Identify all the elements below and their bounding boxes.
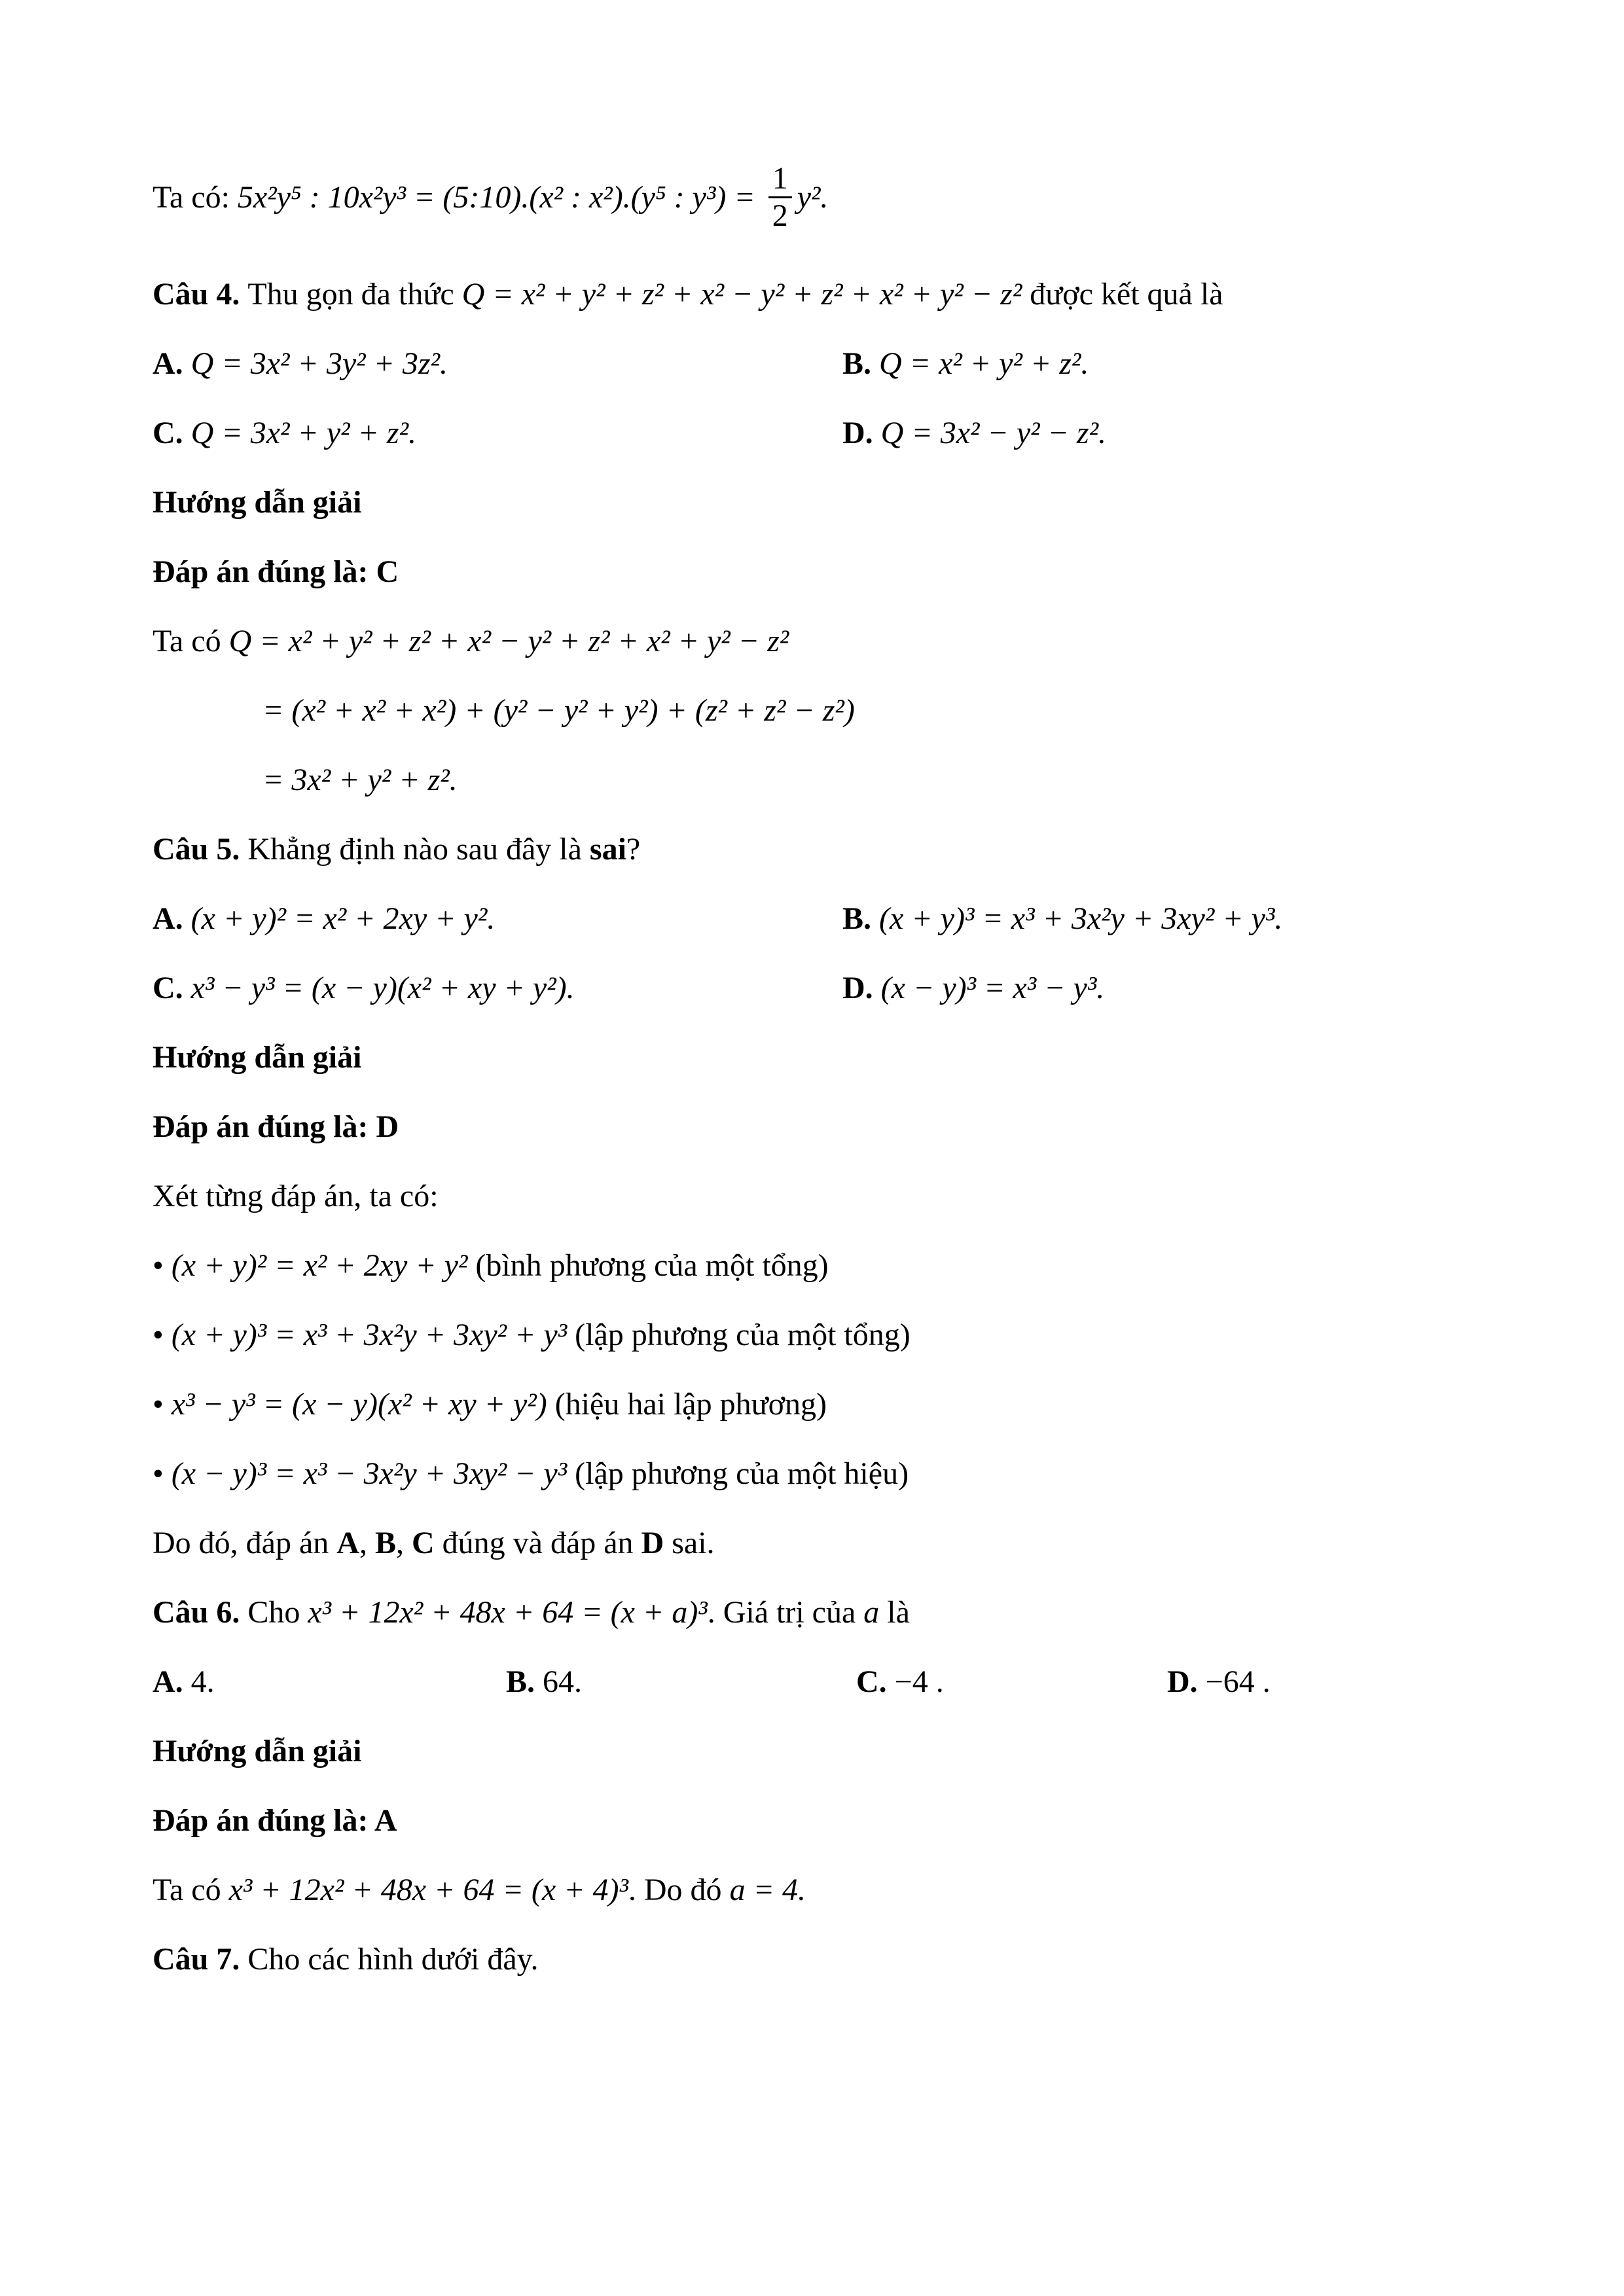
q4-option-c bbox=[153, 414, 842, 453]
q4-option-d bbox=[842, 414, 1473, 453]
bold-text: A. bbox=[153, 901, 191, 936]
bold-text: D. bbox=[842, 415, 881, 450]
q7-question bbox=[153, 1940, 1473, 1979]
q4-question bbox=[153, 275, 1473, 314]
q5-option-c bbox=[153, 969, 842, 1008]
math-text: Q = x² + y² + z². bbox=[879, 346, 1089, 381]
bold-text: D bbox=[641, 1525, 664, 1560]
q6-option-c bbox=[856, 1662, 1167, 1702]
math-text: (x + y)² = x² + 2xy + y² bbox=[171, 1247, 476, 1283]
q4-options-row-cd bbox=[153, 414, 1473, 453]
q5-answer-line bbox=[153, 1107, 1473, 1147]
text: • bbox=[153, 1317, 171, 1352]
q5-check-intro bbox=[153, 1177, 1473, 1216]
text: Ta có bbox=[153, 1872, 229, 1907]
q6-option-d bbox=[1167, 1662, 1473, 1702]
text: (bình phương của một tổng) bbox=[475, 1247, 829, 1283]
q4-answer-line bbox=[153, 552, 1473, 592]
text: Ta có: bbox=[153, 179, 238, 215]
q6-option-b bbox=[506, 1662, 856, 1702]
text: • bbox=[153, 1247, 171, 1283]
text: . Giá trị của bbox=[707, 1594, 864, 1630]
text: Do đó, đáp án bbox=[153, 1525, 337, 1560]
math-text: a = 4. bbox=[729, 1872, 806, 1907]
bold-text: A bbox=[336, 1525, 359, 1560]
bold-text: Câu 5. bbox=[153, 831, 248, 867]
bold-text: D. bbox=[842, 970, 881, 1005]
text: là bbox=[879, 1594, 910, 1630]
text: (lập phương của một hiệu) bbox=[575, 1456, 909, 1491]
intro-line bbox=[153, 161, 1473, 236]
text: Cho bbox=[247, 1594, 308, 1630]
q5-bullet-2 bbox=[153, 1316, 1473, 1355]
bold-text: sai bbox=[589, 831, 626, 867]
fraction-numerator: 1 bbox=[768, 162, 792, 198]
bold-text: C. bbox=[153, 415, 191, 450]
q4-work-line-3 bbox=[153, 761, 1473, 800]
math-text: x³ + 12x² + 48x + 64 = (x + 4)³ bbox=[228, 1872, 628, 1907]
math-text: (x + y)³ = x³ + 3x²y + 3xy² + y³ bbox=[171, 1317, 575, 1352]
bold-text: D. bbox=[1167, 1664, 1206, 1699]
text: ? bbox=[626, 831, 641, 867]
math-text: = (x² + x² + x²) + (y² − y² + y²) + (z² + z² − z²) bbox=[262, 692, 855, 728]
q5-option-b bbox=[842, 899, 1473, 939]
math-text: = 3x² + y² + z². bbox=[262, 762, 458, 797]
text: (lập phương của một tổng) bbox=[575, 1317, 911, 1352]
q4-option-b bbox=[842, 344, 1473, 384]
text: Khẳng định nào sau đây là bbox=[247, 831, 590, 867]
text: được kết quả là bbox=[1022, 276, 1223, 312]
text: Thu gọn đa thức bbox=[247, 276, 462, 312]
text: −4 . bbox=[894, 1664, 944, 1699]
q5-bullet-3 bbox=[153, 1385, 1473, 1424]
q6-solution-heading bbox=[153, 1732, 1473, 1771]
math-text: a bbox=[863, 1594, 880, 1630]
text: , bbox=[359, 1525, 375, 1560]
math-text: Q = 3x² − y² − z². bbox=[880, 415, 1106, 450]
text: Cho các hình dưới đây. bbox=[247, 1941, 539, 1977]
bold-text: Câu 7. bbox=[153, 1941, 248, 1977]
text: • bbox=[153, 1456, 171, 1491]
q6-answer-line bbox=[153, 1801, 1473, 1840]
math-text: x³ + 12x² + 48x + 64 = (x + a)³ bbox=[308, 1594, 708, 1630]
text: đúng và đáp án bbox=[434, 1525, 641, 1560]
text: • bbox=[153, 1386, 171, 1422]
math-text: Q = x² + y² + z² + x² − y² + z² + x² + y² − z² bbox=[228, 623, 789, 658]
text: 64. bbox=[543, 1664, 583, 1699]
bold-text: B. bbox=[842, 346, 880, 381]
bold-text: Câu 4. bbox=[153, 276, 248, 312]
bold-text: Đáp án đúng là: D bbox=[153, 1109, 399, 1144]
q5-options-row-cd bbox=[153, 969, 1473, 1008]
q5-option-d bbox=[842, 969, 1473, 1008]
q4-option-a bbox=[153, 344, 842, 384]
math-text: (x + y)³ = x³ + 3x²y + 3xy² + y³. bbox=[879, 901, 1283, 936]
q5-question bbox=[153, 830, 1473, 869]
bold-text: Đáp án đúng là: A bbox=[153, 1803, 397, 1838]
text: Ta có bbox=[153, 623, 229, 658]
math-text: y². bbox=[797, 179, 829, 215]
bold-text: A. bbox=[153, 1664, 191, 1699]
bold-text: Câu 6. bbox=[153, 1594, 248, 1630]
q5-options-row-ab bbox=[153, 899, 1473, 939]
q4-solution-heading bbox=[153, 483, 1473, 522]
math-text: Q = x² + y² + z² + x² − y² + z² + x² + y² − z² bbox=[461, 276, 1022, 312]
fraction bbox=[768, 162, 792, 233]
bold-text: Hướng dẫn giải bbox=[153, 1733, 362, 1768]
text: sai. bbox=[664, 1525, 715, 1560]
text: −64 . bbox=[1205, 1664, 1271, 1699]
fraction-denominator: 2 bbox=[772, 198, 788, 234]
math-text: Q = 3x² + y² + z². bbox=[190, 415, 416, 450]
bold-text: Đáp án đúng là: C bbox=[153, 554, 399, 589]
math-text: (x − y)³ = x³ − y³. bbox=[880, 970, 1105, 1005]
text: (hiệu hai lập phương) bbox=[554, 1386, 827, 1422]
bold-text: C bbox=[411, 1525, 435, 1560]
text: 4. bbox=[190, 1664, 215, 1699]
bold-text: C. bbox=[856, 1664, 895, 1699]
bold-text: Hướng dẫn giải bbox=[153, 1039, 362, 1075]
math-text: x³ − y³ = (x − y)(x² + xy + y²) bbox=[171, 1386, 555, 1422]
q6-option-a bbox=[153, 1662, 506, 1702]
q5-option-a bbox=[153, 899, 842, 939]
q6-options-row bbox=[153, 1662, 1473, 1702]
math-text: (x − y)³ = x³ − 3x²y + 3xy² − y³ bbox=[171, 1456, 575, 1491]
math-text: (x + y)² = x² + 2xy + y². bbox=[190, 901, 496, 936]
text: Xét từng đáp án, ta có: bbox=[153, 1178, 439, 1213]
q4-options-row-ab bbox=[153, 344, 1473, 384]
bold-text: B. bbox=[506, 1664, 543, 1699]
q5-bullet-4 bbox=[153, 1454, 1473, 1494]
math-text: x³ − y³ = (x − y)(x² + xy + y²). bbox=[190, 970, 575, 1005]
bold-text: C. bbox=[153, 970, 191, 1005]
q4-work-line-2 bbox=[153, 691, 1473, 730]
q6-question bbox=[153, 1593, 1473, 1632]
math-text: 5x²y⁵ : 10x²y³ = (5:10).(x² : x²).(y⁵ : y³) = bbox=[237, 179, 763, 215]
q5-solution-heading bbox=[153, 1038, 1473, 1077]
bold-text: Hướng dẫn giải bbox=[153, 484, 362, 520]
bold-text: B bbox=[374, 1525, 396, 1560]
text: , bbox=[395, 1525, 412, 1560]
math-text: Q = 3x² + 3y² + 3z². bbox=[190, 346, 448, 381]
q4-work-line-1 bbox=[153, 622, 1473, 661]
q6-work-line bbox=[153, 1871, 1473, 1910]
bold-text: A. bbox=[153, 346, 191, 381]
bold-text: B. bbox=[842, 901, 880, 936]
q5-conclusion bbox=[153, 1524, 1473, 1563]
q5-bullet-1 bbox=[153, 1246, 1473, 1285]
text: . Do đó bbox=[628, 1872, 730, 1907]
